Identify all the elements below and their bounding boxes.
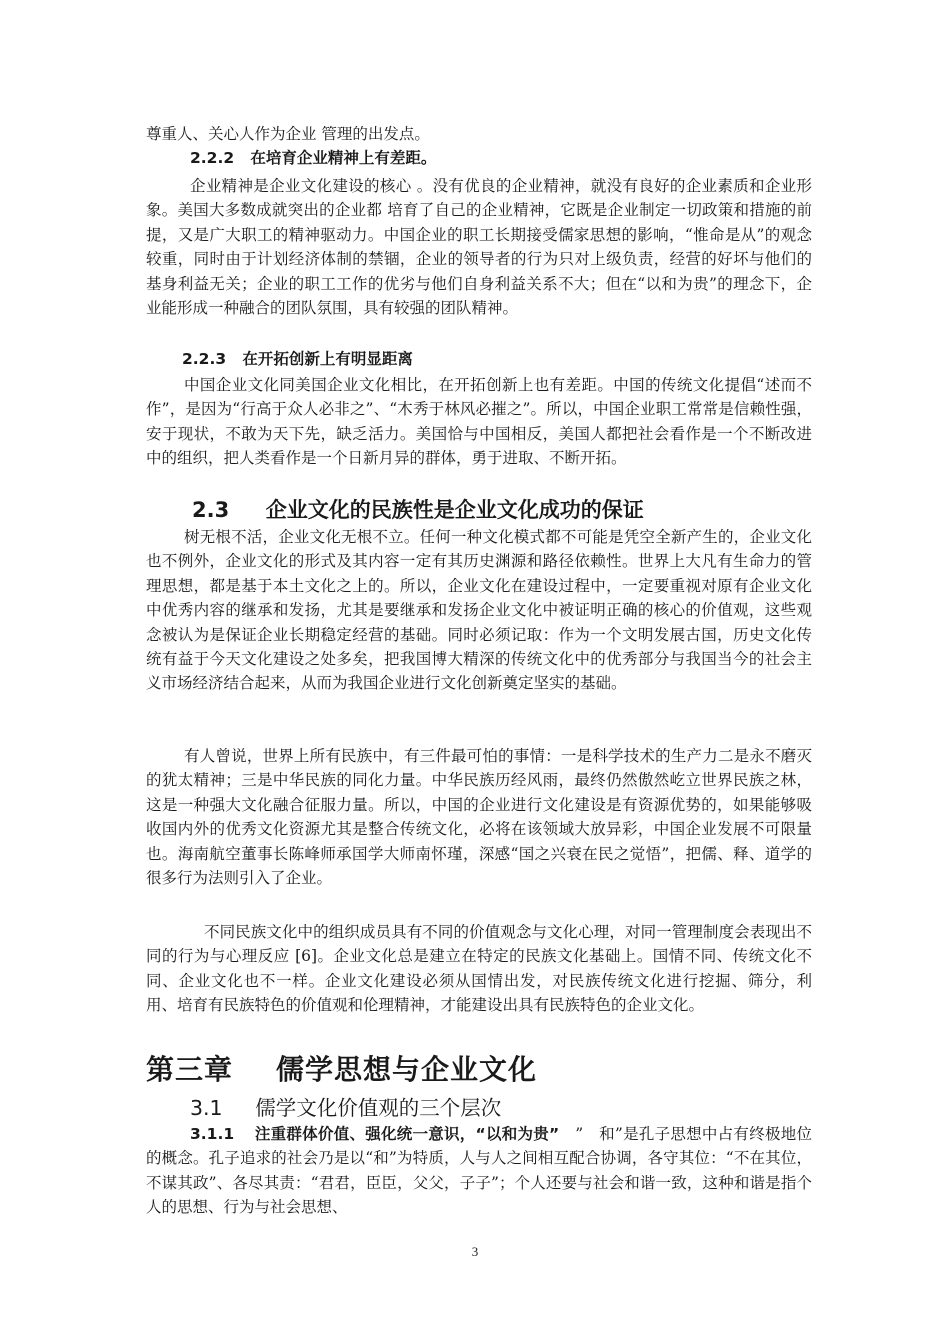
paragraph-text: 尊重人、关心人作为企业 管理的出发点。 bbox=[146, 125, 430, 143]
paragraph-text: 企业精神是企业文化建设的核心 。没有优良的企业精神，就没有良好的企业素质和企业形象。美国大多数成就突出的企业都 培育了自己的企业精神，它既是企业制定一切政策和措施的前提，又是广大职工的精神驱动力。中国企业的职工长期接受儒家思想的影响，“惟命是从”的观念较重，同时由于计划经济体制的禁锢，企业的领导者的行为只对上级负责，经营的好坏与他们的基身利益无关；企业的职工工作的优劣与他们自身利益关系不大；但在“以和为贵”的理念下，企业能形成一种融合的团队氛围，具有较强的团队精神。 bbox=[146, 177, 812, 318]
section-number: 2.3 bbox=[192, 498, 230, 522]
section-title: 在培育企业精神上有差距。 bbox=[250, 149, 437, 167]
paragraph-text: ” 和”是孔子思想中占有终极地位的概念。孔子追求的社会乃是以“和”为特质，人与人之间相互配合协调，各守其位：“不在其位，不谋其政”、各尽其责：“君君，臣臣，父父，子子”；个人还要与社会和谐一致，这种和谐是指个人的思想、行为与社会思想、 bbox=[146, 1125, 812, 1217]
paragraph-2-3-b bbox=[146, 744, 812, 890]
section-heading-3-1 bbox=[146, 1092, 812, 1124]
section-number: 3.1.1 bbox=[190, 1125, 235, 1143]
section-heading-2-2-3 bbox=[146, 347, 812, 371]
section-title: 企业文化的民族性是企业文化成功的保证 bbox=[265, 498, 644, 522]
paragraph-text: 有人曾说，世界上所有民族中，有三件最可怕的事情：一是科学技术的生产力二是永不磨灭的犹太精神；三是中华民族的同化力量。中华民族历经风雨，最终仍然傲然屹立世界民族之林，这是一种强大文化融合征服力量。所以，中国的企业进行文化建设是有资源优势的，如果能够吸收国内外的优秀文化资源尤其是整合传统文化，必将在该领域大放异彩，中国企业发展不可限量也。海南航空董事长陈峰师承国学大师南怀瑾，深感“国之兴衰在民之觉悟”，把儒、释、道学的很多行为法则引入了企业。 bbox=[146, 747, 812, 888]
paragraph-2-2-2 bbox=[146, 174, 812, 320]
chapter-heading bbox=[146, 1048, 812, 1092]
section-title: 儒学文化价值观的三个层次 bbox=[255, 1096, 502, 1120]
section-heading-2-3 bbox=[146, 496, 812, 524]
paragraph-3-1-1 bbox=[146, 1122, 812, 1220]
section-number: 2.2.3 bbox=[182, 350, 227, 368]
section-heading-2-2-2 bbox=[146, 146, 812, 170]
section-number: 2.2.2 bbox=[190, 149, 235, 167]
paragraph-continuation bbox=[146, 122, 812, 146]
section-title: 在开拓创新上有明显距离 bbox=[242, 350, 413, 368]
paragraph-text: 中国企业文化同美国企业文化相比，在开拓创新上也有差距。中国的传统文化提倡“述而不作”，是因为“行高于众人必非之”、“木秀于林风必摧之”。所以，中国企业职工常常是信赖性强，安于现状，不敢为天下先，缺乏活力。美国恰与中国相反，美国人都把社会看作是一个不断改进中的组织，把人类看作是一个日新月异的群体，勇于进取、不断开拓。 bbox=[146, 376, 812, 468]
section-title: 注重群体价值、强化统一意识，“以和为贵” bbox=[254, 1125, 560, 1143]
section-number: 3.1 bbox=[190, 1096, 223, 1120]
chapter-title: 儒学思想与企业文化 bbox=[276, 1053, 538, 1086]
paragraph-2-2-3 bbox=[146, 373, 812, 471]
chapter-number: 第三章 bbox=[146, 1053, 234, 1086]
page-number: 3 bbox=[471, 1244, 479, 1259]
paragraph-text: 不同民族文化中的组织成员具有不同的价值观念与文化心理，对同一管理制度会表现出不同的行为与心理反应 [6]。企业文化总是建立在特定的民族文化基础上。国情不同、传统文化不同、企业文化也不一样。企业文化建设必须从国情出发，对民族传统文化进行挖掘、筛分，利用、培育有民族特色的价值观和伦理精神，才能建设出具有民族特色的企业文化。 bbox=[146, 923, 812, 1015]
paragraph-text: 树无根不活，企业文化无根不立。任何一种文化模式都不可能是凭空全新产生的，企业文化也不例外，企业文化的形式及其内容一定有其历史渊源和路径依赖性。世界上大凡有生命力的管理思想，都是基于本土文化之上的。所以，企业文化在建设过程中，一定要重视对原有企业文化中优秀内容的继承和发扬，尤其是要继承和发扬企业文化中被证明正确的核心的价值观，这些观念被认为是保证企业长期稳定经营的基础。同时必须记取：作为一个文明发展古国，历史文化传统有益于今天文化建设之处多矣，把我国博大精深的传统文化中的优秀部分与我国当今的社会主义市场经济结合起来，从而为我国企业进行文化创新奠定坚实的基础。 bbox=[146, 528, 812, 693]
paragraph-2-3-c bbox=[146, 920, 812, 1018]
paragraph-2-3-a bbox=[146, 525, 812, 696]
